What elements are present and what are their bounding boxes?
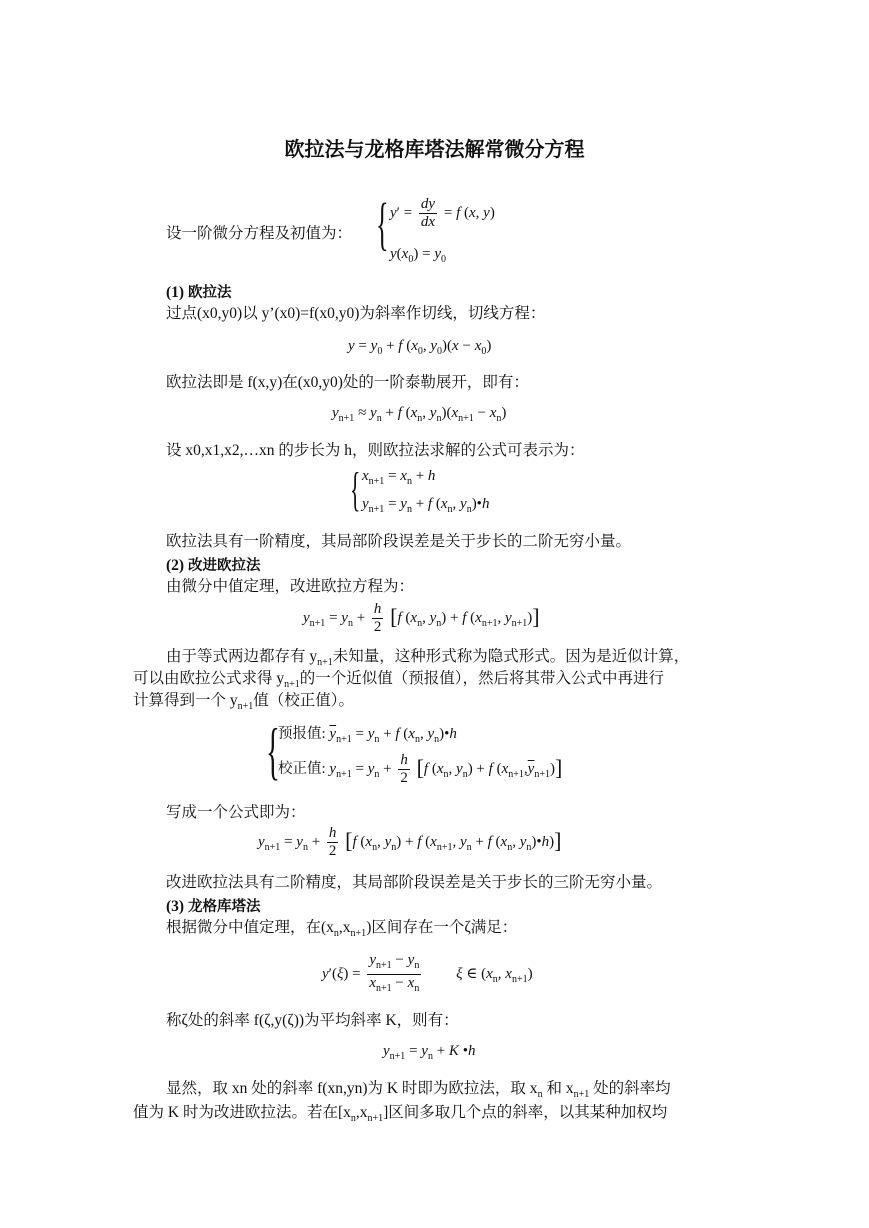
mean-slope-equation: y′(ξ) = $\frac{y_{n+1} - y_n}{x_{n+1} - x_n}$ ξ ∈ ($x_n$, $x_{n+1}$) [322,952,533,994]
tangent-line-equation: $y = y_0 + f$ ($x_0$, $y_0)(x - x_0)$ [348,338,492,357]
improved-euler-precision-text: 改进欧拉法具有二阶精度，其局部阶段误差是关于步长的三阶无穷小量。 [166,874,663,891]
euler-approx-equation: $y_{n+1} \approx y_n + f$ ($x_n$, $y_n)(x_{n+1} - x_n)$ [332,405,507,424]
implicit-form-line-1: 由于等式两边都存有 $y_{n+1}$未知量，这种形式称为隐式形式。因为是近似计算， [166,648,690,669]
implicit-form-line-2: 可以由欧拉公式求得 $y_{n+1}$的一个近似值（预报值），然后将其带入公式中再进行 [133,670,665,691]
intro-text: 设一阶微分方程及初值为： [166,225,353,242]
euler-tangent-text: 过点(x0,y0)以 y’(x0)=f(x0,y0)为斜率作切线，切线方程： [166,305,546,322]
runge-kutta-line-2: 值为 K 时为改进欧拉法。若在$[x_n,x_{n+1}]$区间多取几个点的斜率，以其某种加权均 [133,1104,668,1125]
section-heading-runge-kutta: (3) 龙格库塔法 [166,898,261,915]
improved-euler-intro-text: 由微分中值定理，改进欧拉方程为： [166,578,415,595]
average-slope-text: 称ζ处的斜率 f(ζ,y(ζ))为平均斜率 K，则有： [166,1012,459,1029]
section-heading-euler: (1) 欧拉法 [166,284,232,301]
euler-precision-text: 欧拉法具有一阶精度，其局部阶段误差是关于步长的二阶无穷小量。 [166,533,632,550]
document-page: 欧拉法与龙格库塔法解常微分方程 设一阶微分方程及初值为： { y′ = $\frac{dy}{dx}$ = f (x, y) $y(x_0) = y_0$ (1) 欧拉法 过点(x0,y0)以 y’(x0)=f(x0,y0)为斜率作切线，切线方程： $y = y_0 + f$ ($x_0$, $y_0)(x - x_0)$ 欧拉法即是 f(x,y)在(x0,y0)处的一阶泰勒展开，即有： $y_{n+1} \approx y_n + f$ ($x_n$, $y_n)(x_{n+1} - x_n)$ 设 x0,x1,x2,…xn 的步长为 h，则欧拉法求解的公式可表示为： { $x_{n+1} = x_n + h$ $y_{n+1} = y_n + f$ ($x_n$, $y_n)•h$ 欧拉法具有一阶精度，其局部阶段误差是关于步长的二阶无穷小量。 (2) 改进欧拉法 由微分中值定理，改进欧拉方程为： $y_{n+1} = y_n$ + $\frac{h}{2}$ [f ($x_n$, $y_n) + f$ ($x_{n+1}$, $y_{n+1}$)] 由于等式两边都存有 $y_{n+1}$未知量，这种形式称为隐式形式。因为是近似计算， 可以由欧拉公式求得 $y_{n+1}$的一个近似值（预报值），然后将其带入公式中再进行 计算得到一个 $y_{n+1}$值（校正值）。 { 预报值: $\overline{y}_{n+1} = y_n + f$ ($x_n$, $y_n)•h$ 校正值: $y_{n+1} = y_n$ + $\frac{h}{2}$ [f ($x_n$, $y_n) + f$ $(x_{n+1},\overline{y}_{n+1})$] 写成一个公式即为： $y_{n+1} = y_n$ + $\frac{h}{2}$ [f ($x_n$, $y_n) + f$ ($x_{n+1}$, $y_n + f$ ($x_n$, $y_n)•h$)] 改进欧拉法具有二阶精度，其局部阶段误差是关于步长的三阶无穷小量。 (3) 龙格库塔法 根据微分中值定理，在$(x_n,x_{n+1})$区间存在一个ζ满足： y′(ξ) = $\frac{y_{n+1} - y_n}{x_{n+1} - x_n}$ ξ ∈ ($x_n$, $x_{n+1}$) 称ζ处的斜率 f(ζ,y(ζ))为平均斜率 K，则有： $y_{n+1} = y_n + K$ •h 显然，取 xn 处的斜率 f(xn,yn)为 K 时即为欧拉法，取 $x_n$ 和 $x_{n+1}$ 处的斜率均 值为 K 时为改进欧拉法。若在$[x_n,x_{n+1}]$区间多取几个点的斜率，以其某种加权均 [0,0,869,1228]
combined-formula-text: 写成一个公式即为： [166,804,306,821]
runge-kutta-line-1: 显然，取 xn 处的斜率 f(xn,yn)为 K 时即为欧拉法，取 $x_n$ 和 $x_{n+1}$ 处的斜率均 [166,1080,671,1101]
mean-value-theorem-text: 根据微分中值定理，在$(x_n,x_{n+1})$区间存在一个ζ满足： [166,919,518,940]
euler-taylor-text: 欧拉法即是 f(x,y)在(x0,y0)处的一阶泰勒展开，即有： [166,374,529,391]
section-heading-improved-euler: (2) 改进欧拉法 [166,557,261,574]
euler-step-text: 设 x0,x1,x2,…xn 的步长为 h，则欧拉法求解的公式可表示为： [166,442,585,459]
improved-euler-implicit-equation: $y_{n+1} = y_n$ + $\frac{h}{2}$ [f ($x_n$, $y_n) + f$ ($x_{n+1}$, $y_{n+1}$)] [303,601,540,635]
page-title: 欧拉法与龙格库塔法解常微分方程 [284,137,585,161]
implicit-form-line-3: 计算得到一个 $y_{n+1}$值（校正值）。 [133,692,355,713]
combined-improved-euler-equation: $y_{n+1} = y_n$ + $\frac{h}{2}$ [f ($x_n$, $y_n) + f$ ($x_{n+1}$, $y_n + f$ ($x_n$, $y_n)•h$)] [258,825,562,859]
average-slope-equation: $y_{n+1} = y_n + K$ •h [383,1043,476,1062]
